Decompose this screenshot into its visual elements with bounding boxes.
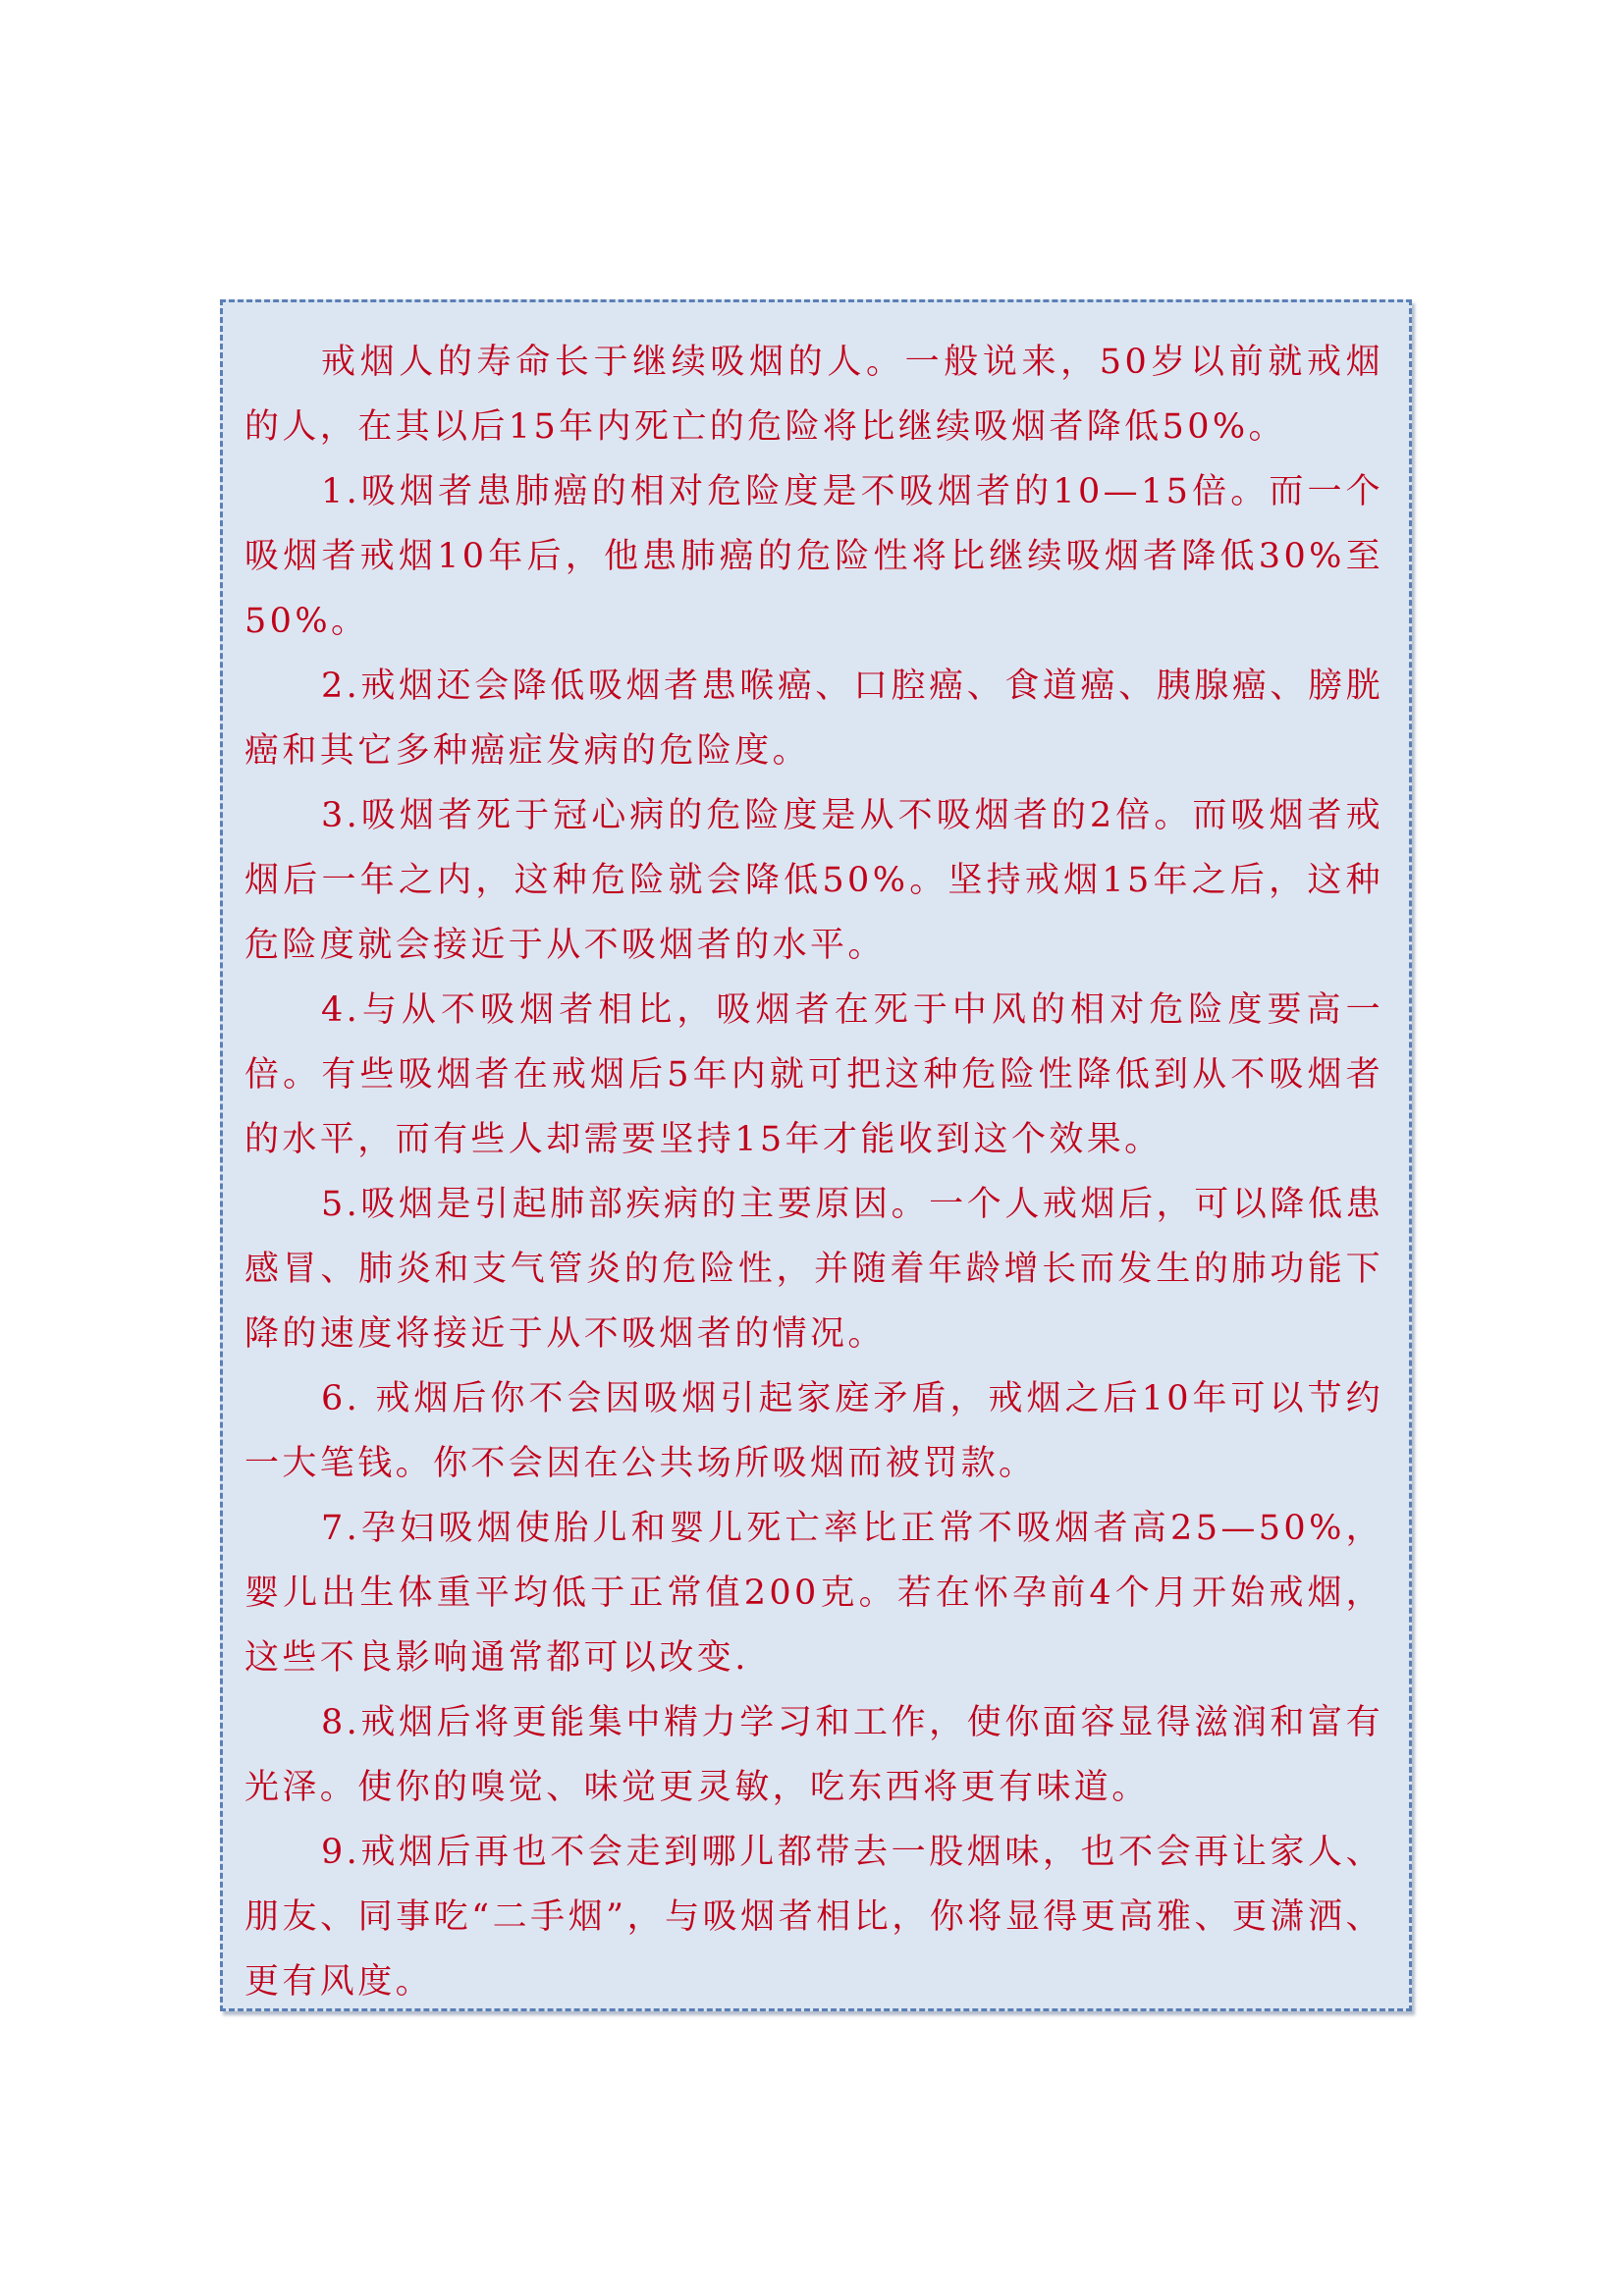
paragraph-item-8: 8.戒烟后将更能集中精力学习和工作，使你面容显得滋润和富有光泽。使你的嗅觉、味觉更灵敏，吃东西将更有味道。 (244, 1703, 1383, 1807)
paragraph-item-1: 1.吸烟者患肺癌的相对危险度是不吸烟者的10—15倍。而一个吸烟者戒烟10年后，他患肺癌的危险性将比继续吸烟者降低30%至50%。 (244, 472, 1383, 641)
paragraph-item-9: 9.戒烟后再也不会走到哪儿都带去一股烟味，也不会再让家人、朋友、同事吃“二手烟”，与吸烟者相比，你将显得更高雅、更潇洒、更有风度。 (244, 1833, 1383, 2002)
paragraph-item-7: 7.孕妇吸烟使胎儿和婴儿死亡率比正常不吸烟者高25—50%，婴儿出生体重平均低于正常值200克。若在怀孕前4个月开始戒烟，这些不良影响通常都可以改变. (244, 1509, 1383, 1678)
paragraph-item-3: 3.吸烟者死于冠心病的危险度是从不吸烟者的2倍。而吸烟者戒烟后一年之内，这种危险就会降低50%。坚持戒烟15年之后，这种危险度就会接近于从不吸烟者的水平。 (244, 796, 1383, 965)
paragraph-item-6: 6. 戒烟后你不会因吸烟引起家庭矛盾，戒烟之后10年可以节约一大笔钱。你不会因在公共场所吸烟而被罚款。 (244, 1379, 1383, 1483)
text-box (220, 299, 1412, 2011)
paragraph-item-4: 4.与从不吸烟者相比，吸烟者在死于中风的相对危险度要高一倍。有些吸烟者在戒烟后5年内就可把这种危险性降低到从不吸烟者的水平，而有些人却需要坚持15年才能收到这个效果。 (244, 990, 1383, 1159)
paragraph-item-5: 5.吸烟是引起肺部疾病的主要原因。一个人戒烟后，可以降低患感冒、肺炎和支气管炎的危险性，并随着年龄增长而发生的肺功能下降的速度将接近于从不吸烟者的情况。 (244, 1185, 1383, 1354)
paragraph-item-2: 2.戒烟还会降低吸烟者患喉癌、口腔癌、食道癌、胰腺癌、膀胱癌和其它多种癌症发病的危险度。 (244, 667, 1383, 771)
paragraph-intro: 戒烟人的寿命长于继续吸烟的人。一般说来，50岁以前就戒烟的人，在其以后15年内死亡的危险将比继续吸烟者降低50%。 (244, 343, 1383, 447)
